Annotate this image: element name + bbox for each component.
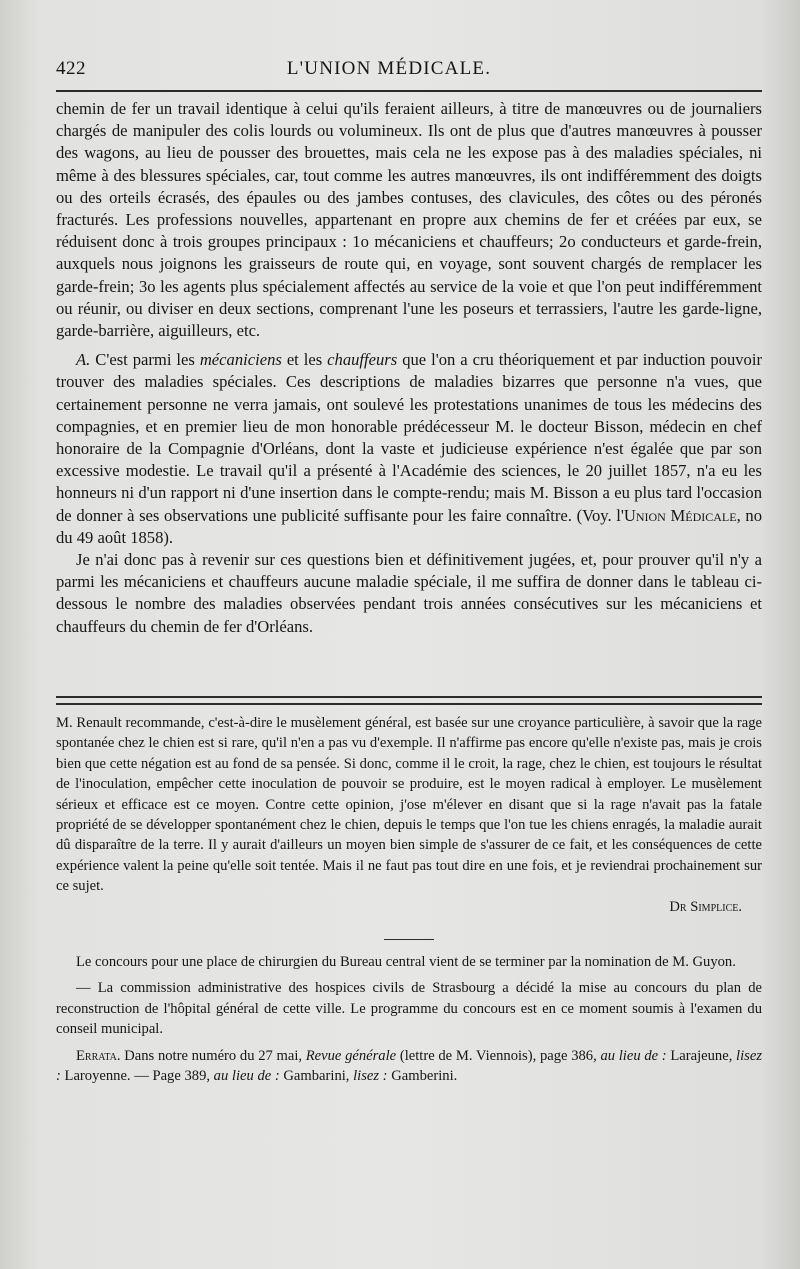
- errata-label: Errata.: [76, 1047, 121, 1064]
- note-signature: Dr Simplice.: [669, 898, 742, 915]
- section-divider: [384, 939, 434, 940]
- feuilleton-note: [56, 713, 762, 917]
- main-article: [56, 98, 762, 638]
- emphasis-chauffeurs: chauffeurs: [327, 350, 398, 370]
- journal-reference: Union Médicale: [623, 505, 737, 525]
- news-item-2: — La commission administrative des hospices civils de Strasbourg a décidé la mise au concours du plan de reconstruction de l'hôpital général de cette ville. Le programme du concours est en ce moment soumis à l'examen du conseil municipal.: [56, 980, 762, 1038]
- header-rule: [56, 90, 762, 92]
- feuilleton-separator: [56, 696, 762, 705]
- errata: Errata. Dans notre numéro du 27 mai, Revue générale (lettre de M. Viennois), page 386, au lieu de : Larajeune, lisez : Laroyenne. — Page 389, au lieu de : Gambarini, lisez : Gamberini.: [56, 1047, 762, 1084]
- paragraph-2: A. C'est parmi les mécaniciens et les chauffeurs que l'on a cru théoriquement et par induction pouvoir trouver des maladies spéciales. Ces descriptions de maladies bizarres que personne n'a vues, que certainement personne ne verra jamais, ont soulevé les protestations unanimes de tous les médecins des compagnies, et en premier lieu de mon honorable prédécesseur M. le docteur Bisson, médecin en chef honoraire de la Compagnie d'Orléans, dont la vaste et judicieuse expérience n'est égalée que par son excessive modestie. Le travail qu'il a présenté à l'Académie des sciences, le 20 juillet 1857, n'a eu les honneurs ni d'un rapport ni d'une insertion dans le compte-rendu; mais M. Bisson a eu plus tard l'occasion de donner à ses observations une publicité suffisante pour les faire connaître. (Voy. l'Union Médicale, no du 49 août 1858).: [56, 350, 762, 547]
- news-section: [56, 952, 762, 1086]
- journal-title: L'UNION MÉDICALE.: [286, 58, 492, 79]
- section-letter: A.: [76, 350, 91, 370]
- news-item-1: Le concours pour une place de chirurgien du Bureau central vient de se terminer par la nomination de M. Guyon.: [76, 953, 736, 970]
- paragraph-3: Je n'ai donc pas à revenir sur ces questions bien et définitivement jugées, et, pour prouver qu'il n'y a parmi les mécaniciens et chauffeurs aucune maladie spéciale, il me suffira de donner dans le tableau ci-dessous le nombre des maladies observées pendant trois années consécutives sur les mécaniciens et chauffeurs du chemin de fer d'Orléans.: [56, 550, 762, 636]
- paragraph-1: chemin de fer un travail identique à celui qu'ils feraient ailleurs, à titre de manœuvres ou de journaliers chargés de manipuler des colis lourds ou volumineux. Ils ont de plus que d'autres manœuvres à pousser des wagons, au lieu de pousser des brouettes, mais cela ne les expose pas à des maladies spéciales, ni même à des blessures spéciales, car, tout comme les autres manœuvres, ils ont indifféremment des doigts ou des orteils écrasés, des épaules ou des jambes contuses, des clavicules, des côtes ou des péronés fracturés. Les professions nouvelles, appartenant en propre aux chemins de fer et créées par eux, se réduisent donc à trois groupes principaux : 1o mécaniciens et chauffeurs; 2o conducteurs et garde-frein, auxquels nous joignons les graisseurs de route qui, en voyage, sont souvent chargés de remplacer les garde-frein; 3o les agents plus spécialement affectés au service de la voie et que l'on peut indifféremment ou réunir, ou diviser en deux sections, comprenant l'une les poseurs et terrassiers, l'autre les garde-ligne, garde-barrière, aiguilleurs, etc.: [56, 99, 762, 341]
- emphasis-mecaniciens: mécaniciens: [199, 350, 282, 370]
- page-header: [56, 58, 762, 80]
- note-text: M. Renault recommande, c'est-à-dire le musèlement général, est basée sur une croyance particulière, à savoir que la rage spontanée chez le chien est si rare, qu'il n'en a pas vu d'exemple. Il n'affirme pas encore qu'elle n'existe pas, mais je crois bien que cette négation est au fond de sa pensée. Si donc, comme il le croit, la rage, chez le chien, est toujours le résultat de l'inoculation, empêcher cette inoculation de pouvoir se produire, est le moyen radical à employer. Le musèlement sérieux et efficace est ce moyen. Contre cette opinion, j'ose m'élever en disant que si la rage n'avait pas la fatale propriété de se développer spontanément chez le chien, depuis le temps que l'on tue les chiens enragés, la maladie aurait dû disparaître de la terre. Il y aurait d'ailleurs un moyen bien simple de s'assurer de ce fait, et les conséquences de cette expérience valent la peine qu'elle soit tentée. Mais il ne faut pas tout dire en une fois, et je reviendrai prochainement sur ce sujet.: [56, 714, 762, 895]
- page-number: 422: [56, 58, 86, 79]
